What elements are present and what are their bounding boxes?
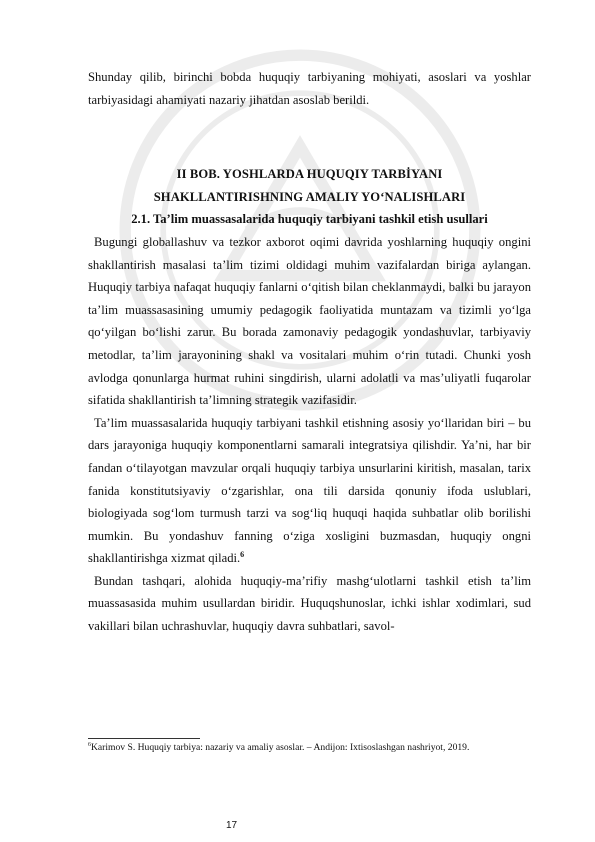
intro-paragraph: Shunday qilib, birinchi bobda huquqiy tarbiyaning mohiyati, asoslari va yoshlar tarbiyasidagi ahamiyati nazariy jihatdan asoslab berildi. (88, 70, 531, 107)
footnote-reference[interactable]: 6 (240, 550, 245, 560)
page-content (88, 66, 531, 638)
body-paragraph-2-text: Ta’lim muassasalarida huquqiy tarbiyani tashkil etishning asosiy yo‘llaridan biri – bu dars jarayoniga huquqiy komponentlarni samarali integratsiya qilishdir. Ya’ni, har bir fandan o‘tilayotgan mavzular orqali huquqiy tarbiya unsurlarini kiritish, masalan, tarix fanida konstitutsiyaviy o‘zgarishlar, ona tili darsida qonuniy ifoda uslublari, biologiyada sog‘lom turmush tarzi va sog‘liq huquqi haqida suhbatlar olib borilishi mumkin. Bu yondashuv fanning o‘ziga xosligini buzmasdan, huquqiy ongni shakllantirishga xizmat qiladi. (88, 415, 531, 566)
chapter-heading-line-2: SHAKLLANTIRISHNING AMALIY YO‘NALISHLARI (153, 189, 466, 204)
body-paragraph-3: Bundan tashqari, alohida huquqiy-ma’rifiy mashg‘ulotlarni tashkil etish ta’lim muassasasida muhim usullardan biridir. Huquqshunoslar, ichki ishlar xodimlari, sud vakillari bilan uchrashuvlar, huquqiy davra suhbatlari, savol- (88, 573, 531, 634)
footnote-text: Karimov S. Huquqiy tarbiya: nazariy va amaliy asoslar. – Andijon: Ixtisoslashgan nashriyot, 2019. (91, 742, 470, 753)
footnote (88, 741, 531, 754)
footnote-divider (88, 738, 200, 739)
page-number: 17 (226, 820, 238, 831)
chapter-heading-line-1: II BOB. YOSHLARDA HUQUQIY TARBİYANI (176, 167, 443, 182)
section-heading: 2.1. Ta’lim muassasalarida huquqiy tarbiyani tashkil etish usullari (131, 212, 488, 227)
body-paragraph-1: Bugungi globallashuv va tezkor axborot oqimi davrida yoshlarning huquqiy ongini shakllantirish masalasi ta’lim tizimi oldidagi muhim vazifalardan biriga aylangan. Huquqiy tarbiya nafaqat huquqiy fanlarni o‘qitish bilan cheklanmaydi, balki bu jarayon ta’lim muassasasining umumiy pedagogik faoliyatida muntazam va tizimli yo‘lga qo‘yilgan bo‘lishi zarur. Bu borada zamonaviy pedagogik yondashuvlar, tarbiyaviy metodlar, ta’lim jarayonining shakl va vositalari muhim o‘rin tutadi. Chunki yosh avlodga qonunlarga hurmat ruhini singdirish, ularni adolatli va mas’uliyatli fuqarolar sifatida shakllantirish ta’limning strategik vazifasidir. (88, 234, 531, 408)
body-paragraph-2 (88, 412, 531, 570)
footnote-marker: 6 (88, 741, 91, 748)
